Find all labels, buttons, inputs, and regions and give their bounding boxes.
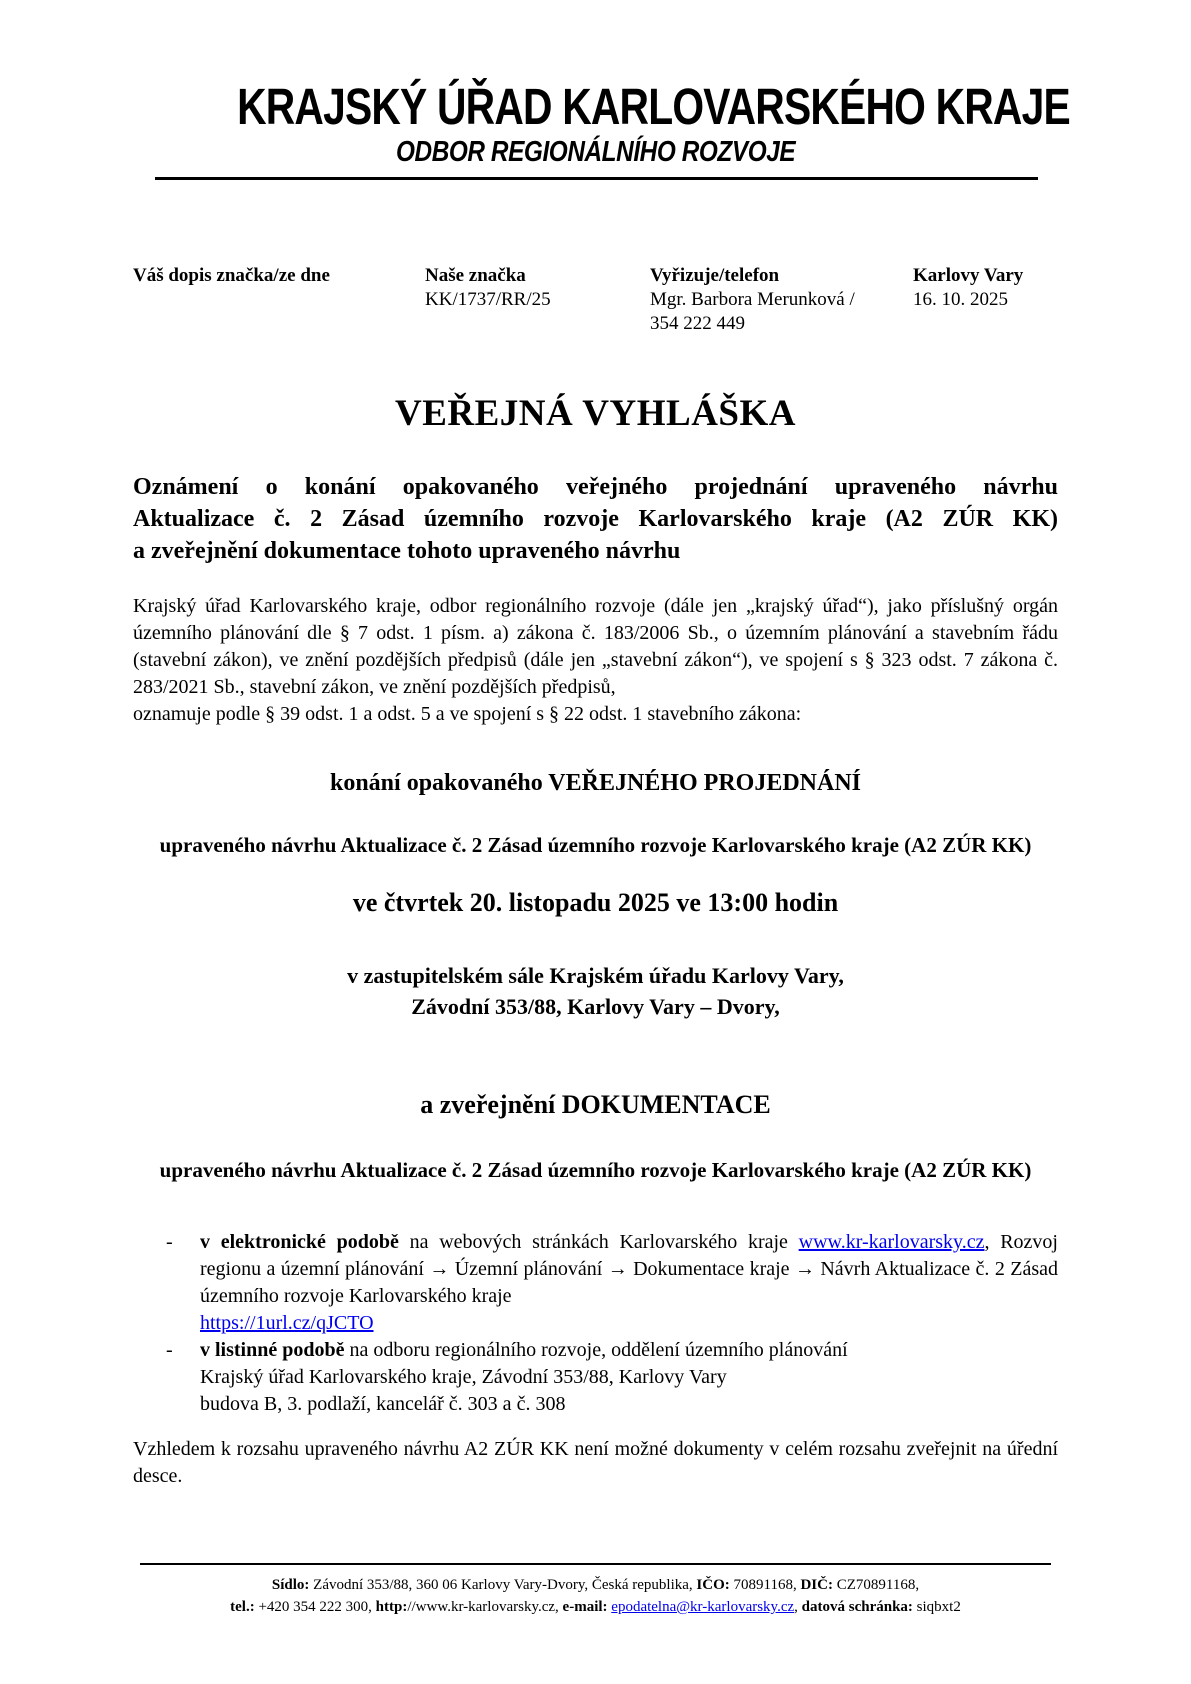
notice-heading-line1: Oznámení o konání opakovaného veřejného projednání upraveného návrhu bbox=[133, 474, 1058, 501]
paper-item-text bbox=[200, 1337, 1058, 1418]
reference-col-place-date bbox=[913, 264, 1058, 336]
footer-email-label: e-mail: bbox=[562, 1599, 608, 1615]
venue-line1: v zastupitelském sále Krajském úřadu Karlovy Vary, bbox=[347, 963, 844, 989]
footer-line1 bbox=[140, 1574, 1051, 1596]
letterhead-department: ODBOR REGIONÁLNÍHO ROZVOJE bbox=[395, 135, 796, 168]
paper-office: budova B, 3. podlaží, kancelář č. 303 a č. 308 bbox=[200, 1393, 566, 1416]
footer-tel-value: +420 354 222 300, bbox=[254, 1599, 376, 1615]
bullet-dash: - bbox=[166, 1231, 173, 1254]
document-title: VEŘEJNÁ VYHLÁŠKA bbox=[394, 393, 797, 435]
electronic-text2: , Rozvoj regionu a územní plánování → Územní plánování → Dokumentace kraje → Návrh Aktualizace č. 2 Zásad územního rozvoje Karlovarského kraje bbox=[200, 1231, 1058, 1308]
hearing-title: konání opakovaného VEŘEJNÉHO PROJEDNÁNÍ bbox=[329, 770, 861, 797]
footer-ico-value: 70891168, bbox=[729, 1577, 801, 1593]
your-ref-label: Váš dopis značka/ze dne bbox=[133, 265, 330, 287]
list-item-electronic bbox=[133, 1229, 1058, 1337]
bullet-dash: - bbox=[166, 1339, 173, 1362]
hearing-datetime: ve čtvrtek 20. listopadu 2025 ve 13:00 hodin bbox=[352, 888, 839, 918]
notice-heading-line3: a zveřejnění dokumentace tohoto upraveného návrhu bbox=[133, 538, 681, 565]
footer-sidlo-value: Závodní 353/88, 360 06 Karlovy Vary-Dvory, Česká republika, bbox=[309, 1577, 697, 1593]
paper-bold-lead: v listinné podobě bbox=[200, 1339, 345, 1362]
intro-announce-line: oznamuje podle § 39 odst. 1 a odst. 5 a ve spojení s § 22 odst. 1 stavebního zákona: bbox=[133, 703, 802, 726]
letterhead-divider bbox=[155, 177, 1038, 180]
electronic-bold-lead: v elektronické podobě bbox=[200, 1231, 399, 1254]
paper-address: Krajský úřad Karlovarského kraje, Závodní 353/88, Karlovy Vary bbox=[200, 1366, 727, 1389]
our-ref-label: Naše značka bbox=[425, 265, 526, 287]
footer-sidlo-label: Sídlo: bbox=[271, 1577, 310, 1593]
place-label: Karlovy Vary bbox=[913, 265, 1024, 287]
handler-name: Mgr. Barbora Merunková / bbox=[650, 289, 855, 311]
footer-http-value: //www.kr-karlovarsky.cz, bbox=[407, 1599, 563, 1615]
reference-block bbox=[133, 264, 1058, 336]
electronic-text1: na webových stránkách Karlovarského kraje bbox=[398, 1231, 799, 1254]
date-value: 16. 10. 2025 bbox=[913, 289, 1008, 311]
handler-phone: 354 222 449 bbox=[650, 313, 745, 335]
hearing-subject: upraveného návrhu Aktualizace č. 2 Zásad územního rozvoje Karlovarského kraje (A2 ZÚR KK) bbox=[159, 833, 1032, 858]
footer-ico-label: IČO: bbox=[696, 1577, 730, 1593]
notice-heading bbox=[133, 471, 1058, 567]
short-url-link[interactable]: https://1url.cz/qJCTO bbox=[200, 1312, 374, 1335]
intro-paragraph: Krajský úřad Karlovarského kraje, odbor regionálního rozvoje (dále jen „krajský úřad“), jako příslušný orgán územního plánování dle § 7 odst. 1 písm. a) zákona č. 183/2006 Sb., o územním plánování a stavebním řádu (stavební zákon), ve znění pozdějších předpisů (dále jen „stavební zákon“), ve spojení s § 323 odst. 7 zákona č. 283/2021 Sb., stavební zákon, ve znění pozdějších předpisů, bbox=[133, 595, 1058, 699]
footer-dic-label: DIČ: bbox=[800, 1577, 833, 1593]
letterhead bbox=[133, 0, 1070, 180]
our-ref-value: KK/1737/RR/25 bbox=[425, 289, 551, 311]
closing-paragraph: Vzhledem k rozsahu upraveného návrhu A2 ZÚR KK není možné dokumenty v celém rozsahu zveřejnit na úřední desce. bbox=[133, 1438, 1058, 1488]
footer-line2 bbox=[140, 1596, 1051, 1618]
footer-databox-label: datová schránka: bbox=[801, 1599, 913, 1615]
footer-email-link[interactable]: epodatelna@kr-karlovarsky.cz bbox=[611, 1599, 795, 1615]
footer-dic-value: CZ70891168, bbox=[832, 1577, 920, 1593]
page-footer bbox=[140, 1563, 1051, 1618]
list-item-paper bbox=[133, 1337, 1058, 1418]
paper-text1: na odboru regionálního rozvoje, oddělení územního plánování bbox=[344, 1339, 848, 1362]
footer-databox-value: siqbxt2 bbox=[912, 1599, 961, 1615]
venue-line2: Závodní 353/88, Karlovy Vary – Dvory, bbox=[411, 994, 780, 1020]
reference-col-handler bbox=[650, 264, 913, 336]
reference-col-our-ref bbox=[425, 264, 650, 336]
electronic-item-text bbox=[200, 1229, 1058, 1337]
website-link[interactable]: www.kr-karlovarsky.cz bbox=[798, 1231, 985, 1254]
publication-subject: upraveného návrhu Aktualizace č. 2 Zásad územního rozvoje Karlovarského kraje (A2 ZÚR KK) bbox=[159, 1158, 1032, 1183]
letterhead-org-name: KRAJSKÝ ÚŘAD KARLOVARSKÉHO KRAJE bbox=[237, 78, 1070, 135]
publication-title: a zveřejnění DOKUMENTACE bbox=[420, 1090, 771, 1120]
reference-col-your-ref bbox=[133, 264, 425, 336]
hearing-venue bbox=[133, 960, 1058, 1022]
handler-label: Vyřizuje/telefon bbox=[650, 265, 780, 287]
footer-after-email: , bbox=[794, 1599, 802, 1615]
footer-tel-label: tel.: bbox=[230, 1599, 255, 1615]
footer-http-label: http: bbox=[375, 1599, 408, 1615]
notice-heading-line2: Aktualizace č. 2 Zásad územního rozvoje Karlovarského kraje (A2 ZÚR KK) bbox=[133, 506, 1058, 533]
availability-list bbox=[133, 1229, 1058, 1418]
